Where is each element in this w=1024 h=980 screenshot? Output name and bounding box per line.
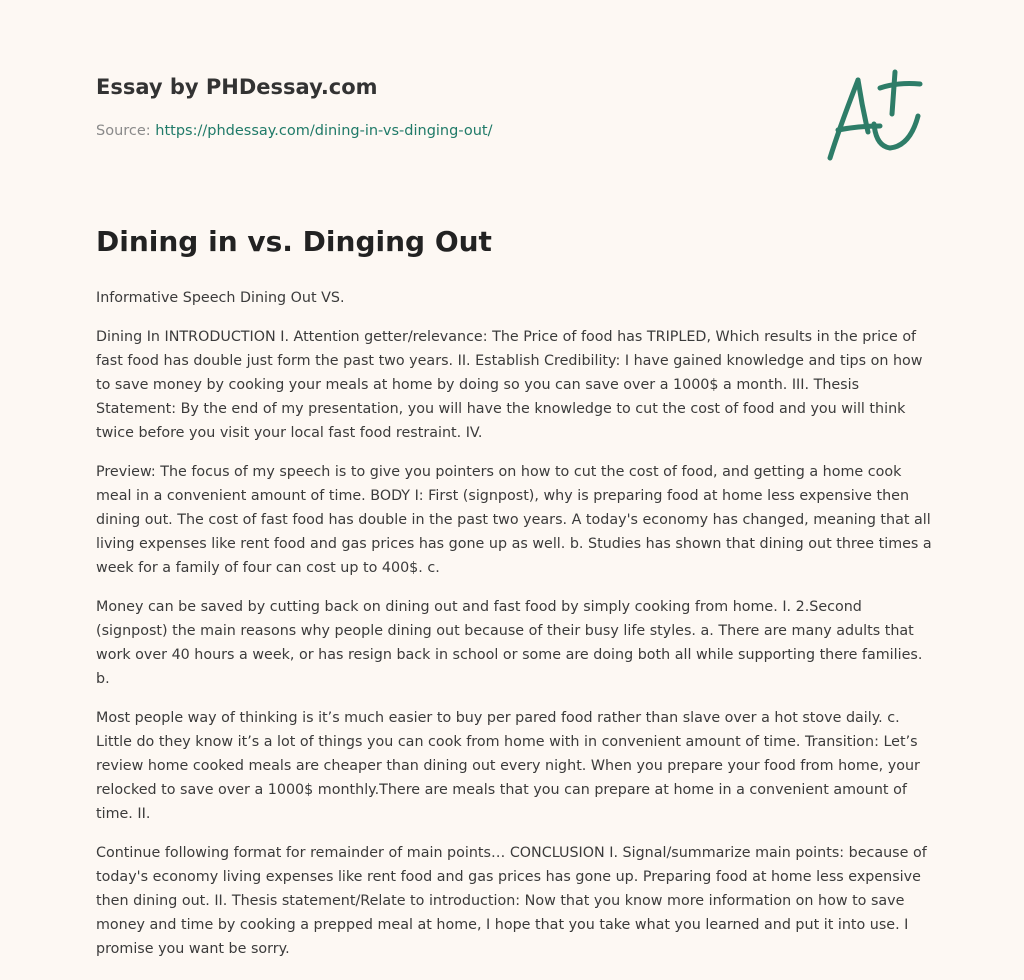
- a-plus-icon: [818, 66, 928, 166]
- site-title: Essay by PHDessay.com: [96, 75, 378, 99]
- source-label: Source:: [96, 123, 151, 139]
- essay-paragraph: Informative Speech Dining Out VS.: [96, 290, 345, 306]
- essay-paragraph: Preview: The focus of my speech is to give you pointers on how to cut the cost of food, and getting a home cook meal in a convenient amount of time. BODY I: First (signpost), why is preparing food at home less expensive then dining out. The cost of fast food has double in the past two years. A today's economy has changed, meaning that all living expenses like rent food and gas prices has gone up as well. b. Studies has shown that dining out three times a week for a family of four can cost up to 400$. c.: [96, 464, 932, 576]
- essay-paragraph: Dining In INTRODUCTION I. Attention getter/relevance: The Price of food has TRIPLED, Which results in the price of fast food has double just form the past two years. II. Establish Credibility: I have gained knowledge and tips on how to save money by cooking your meals at home by doing so you can save over a 1000$ a month. III. Thesis Statement: By the end of my presentation, you will have the knowledge to cut the cost of food and you will think twice before you visit your local fast food restraint. IV.: [96, 329, 923, 441]
- essay-title: Dining in vs. Dinging Out: [96, 225, 492, 258]
- essay-body: [96, 286, 936, 976]
- source-line: [96, 123, 492, 139]
- essay-paragraph: Money can be saved by cutting back on dining out and fast food by simply cooking from home. I. 2.Second (signpost) the main reasons why people dining out because of their busy life styles. a. There are many adults that work over 40 hours a week, or has resign back in school or some are doing both all while supporting there families. b.: [96, 599, 923, 687]
- essay-paragraph: Most people way of thinking is it’s much easier to buy per pared food rather than slave over a hot stove daily. c. Little do they know it’s a lot of things you can cook from home with in convenient amount of time. Transition: Let’s review home cooked meals are cheaper than dining out every night. When you prepare your food from home, your relocked to save over a 1000$ monthly.There are meals that you can prepare at home in a convenient amount of time. II.: [96, 710, 920, 822]
- essay-paragraph: Continue following format for remainder of main points… CONCLUSION I. Signal/summarize main points: because of today's economy living expenses like rent food and gas prices has gone up. Preparing food at home less expensive then dining out. II. Thesis statement/Relate to introduction: Now that you know more information on how to save money and time by cooking a prepped meal at home, I hope that you take what you learned and put it into use. I promise you want be sorry.: [96, 845, 927, 957]
- source-link[interactable]: https://phdessay.com/dining-in-vs-dinging-out/: [155, 123, 493, 139]
